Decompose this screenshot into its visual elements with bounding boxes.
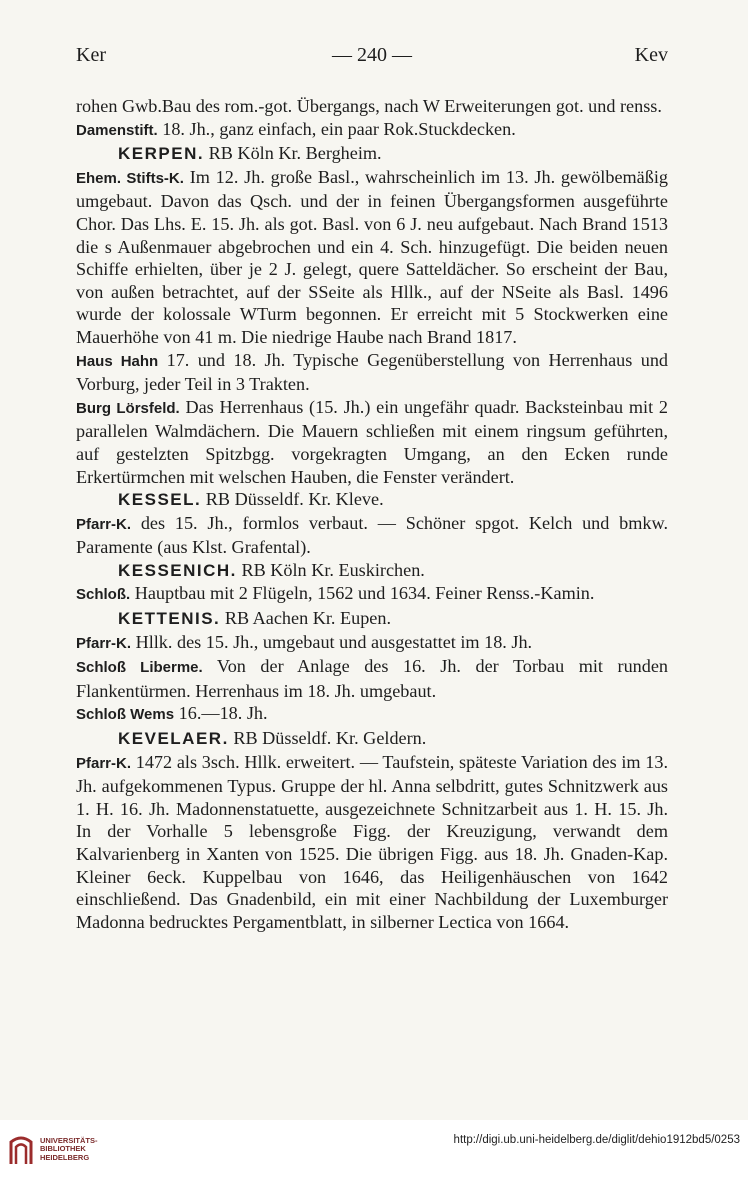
paragraph: Pfarr-K. Hllk. des 15. Jh., umgebaut und ausgestattet im 18. Jh. — [76, 631, 533, 652]
paragraph: Schloß Wems 16.—18. Jh. — [76, 703, 268, 724]
header-right: Kev — [634, 44, 668, 66]
paragraph: Haus Hahn 17. und 18. Jh. Typische Gegenüberstellung von Herrenhaus und Vorburg, jeder Teil in 3 Trakten. — [76, 349, 669, 395]
entry-lead: Pfarr-K. — [76, 515, 132, 533]
place-heading: KEVELAER. RB Düsseldf. Kr. Geldern. — [76, 727, 668, 751]
entry-lead: Schloß Wems — [76, 706, 175, 724]
paragraph: Schloß Liberme. Von der Anlage des 16. Jh. der Torbau mit runden Flankentürmen. Herrenhaus im 18. Jh. umgebaut. — [76, 656, 669, 701]
library-name: UNIVERSITÄTS- BIBLIOTHEK HEIDELBERG — [40, 1136, 98, 1162]
paragraph: Ehem. Stifts-K. Im 12. Jh. große Basl., wahrscheinlich im 13. Jh. gewölbemäßig umgebaut. Davon das Qsch. und der in feinen Übergangsformen ausgeführte Chor. Das Lhs. E. 15. Jh. als got. Basl. von 6 J. neu aufgebaut. Nach Brand 1513 die s Außenmauer abgebrochen und ein 4. Sch. hinzugefügt. Die beiden neuen Schiffe erhielten, über je 2 J. gelegt, quere Satteldächer. So erscheint der Bau, von außen betrachtet, auf der SSeite als Hllk., auf der NSeite als Basl. 1496 wurde der kolossale WTurm begonnen. Er erreicht mit 5 Stockwerken eine Mauerhöhe von 41 m. Die niedrige Haube nach Brand 1817. — [76, 166, 668, 347]
page-body — [76, 95, 668, 933]
place-name: KETTENIS. — [118, 609, 221, 629]
place-name: KEVELAER. — [118, 729, 229, 749]
place-name: KESSENICH. — [118, 560, 237, 580]
entry-lead: Ehem. Stifts-K. — [76, 169, 184, 187]
entry-lead: Pfarr-K. — [76, 634, 132, 652]
place-heading: KERPEN. RB Köln Kr. Bergheim. — [76, 142, 668, 166]
entry-lead: Haus Hahn — [76, 352, 159, 370]
paragraph: Burg Lörsfeld. Das Herrenhaus (15. Jh.) ein ungefähr quadr. Backsteinbau mit 2 parallelen Walmdächern. Die Mauern schließen mit einem ringsum geführten, auf gestelzten Spitzbgg. vorgekragten Umgang, an den Ecken runde Erkertürmchen mit welschen Hauben, die Fenster verändert. — [76, 396, 668, 487]
paragraph: rohen Gwb.Bau des rom.-got. Übergangs, nach W Erweiterungen got. und renss. — [76, 96, 662, 116]
viewer-footer — [0, 1120, 748, 1181]
page-number: — 240 — — [332, 44, 412, 66]
entry-lead: Schloß. — [76, 586, 131, 604]
place-heading: KESSENICH. RB Köln Kr. Euskirchen. — [76, 559, 668, 583]
paragraph: Damenstift. 18. Jh., ganz einfach, ein paar Rok.Stuckdecken. — [76, 118, 516, 139]
permalink-url[interactable]: http://digi.ub.uni-heidelberg.de/diglit/dehio1912bd5/0253 — [453, 1134, 740, 1146]
entry-lead: Schloß Liberme. — [76, 659, 203, 677]
running-header — [76, 44, 668, 74]
place-heading: KESSEL. RB Düsseldf. Kr. Kleve. — [76, 488, 668, 512]
entry-lead: Damenstift. — [76, 121, 158, 139]
place-name: KESSEL. — [118, 490, 202, 510]
paragraph: Pfarr-K. des 15. Jh., formlos verbaut. — Schöner spgot. Kelch und bmkw. Paramente (aus Klst. Grafental). — [76, 512, 669, 558]
header-left: Ker — [76, 44, 106, 66]
entry-lead: Burg Lörsfeld. — [76, 399, 180, 417]
entry-lead: Pfarr-K. — [76, 754, 132, 772]
place-name: KERPEN. — [118, 144, 205, 164]
library-logo-icon — [8, 1134, 34, 1166]
paragraph: Schloß. Hauptbau mit 2 Flügeln, 1562 und 1634. Feiner Renss.-Kamin. — [76, 583, 595, 604]
paragraph: Pfarr-K. 1472 als 3sch. Hllk. erweitert. — Taufstein, späteste Variation des im 13. Jh. aufgekommenen Typus. Gruppe der hl. Anna selbdritt, gutes Schnitzwerk aus 1. H. 16. Jh. Madonnenstatuette, ausgezeichnete Schnitzarbeit aus 1. H. 15. Jh. In der Vorhalle 5 lebensgroße Figg. der Kreuzigung, verwandt dem Kalvarienberg in Xanten von 1525. Die übrigen Figg. aus 18. Jh. Gnaden-Kap. Kleiner 6eck. Kuppelbau von 1646, das Heiligenhäuschen von 1642 einschließend. Das Gnadenbild, ein mit einer Nachbildung der Luxemburger Madonna bedrucktes Pergamentblatt, in silberner Lectica von 1664. — [76, 751, 669, 932]
place-heading: KETTENIS. RB Aachen Kr. Eupen. — [76, 607, 668, 631]
